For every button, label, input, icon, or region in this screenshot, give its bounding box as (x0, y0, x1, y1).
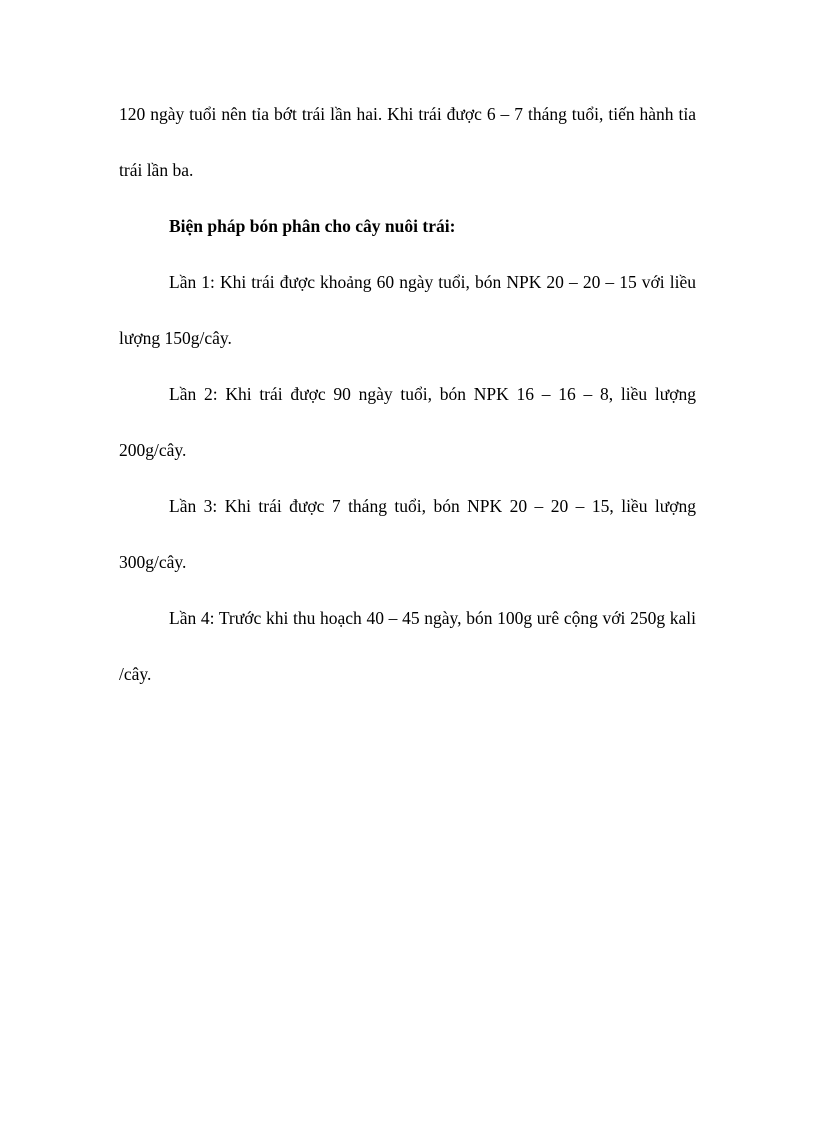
section-heading-fertilizer: Biện pháp bón phân cho cây nuôi trái: (169, 216, 456, 236)
paragraph-application-3: Lần 3: Khi trái được 7 tháng tuổi, bón NPK 20 – 20 – 15, liều lượng 300g/cây. (119, 496, 696, 572)
paragraph-continuation: 120 ngày tuổi nên tỉa bớt trái lần hai. Khi trái được 6 – 7 tháng tuổi, tiến hành tỉa trái lần ba. (119, 104, 696, 180)
paragraph-application-4: Lần 4: Trước khi thu hoạch 40 – 45 ngày, bón 100g urê cộng với 250g kali /cây. (119, 608, 696, 684)
paragraph-application-1: Lần 1: Khi trái được khoảng 60 ngày tuổi, bón NPK 20 – 20 – 15 với liều lượng 150g/cây. (119, 272, 696, 348)
paragraph-application-2: Lần 2: Khi trái được 90 ngày tuổi, bón NPK 16 – 16 – 8, liều lượng 200g/cây. (119, 384, 696, 460)
